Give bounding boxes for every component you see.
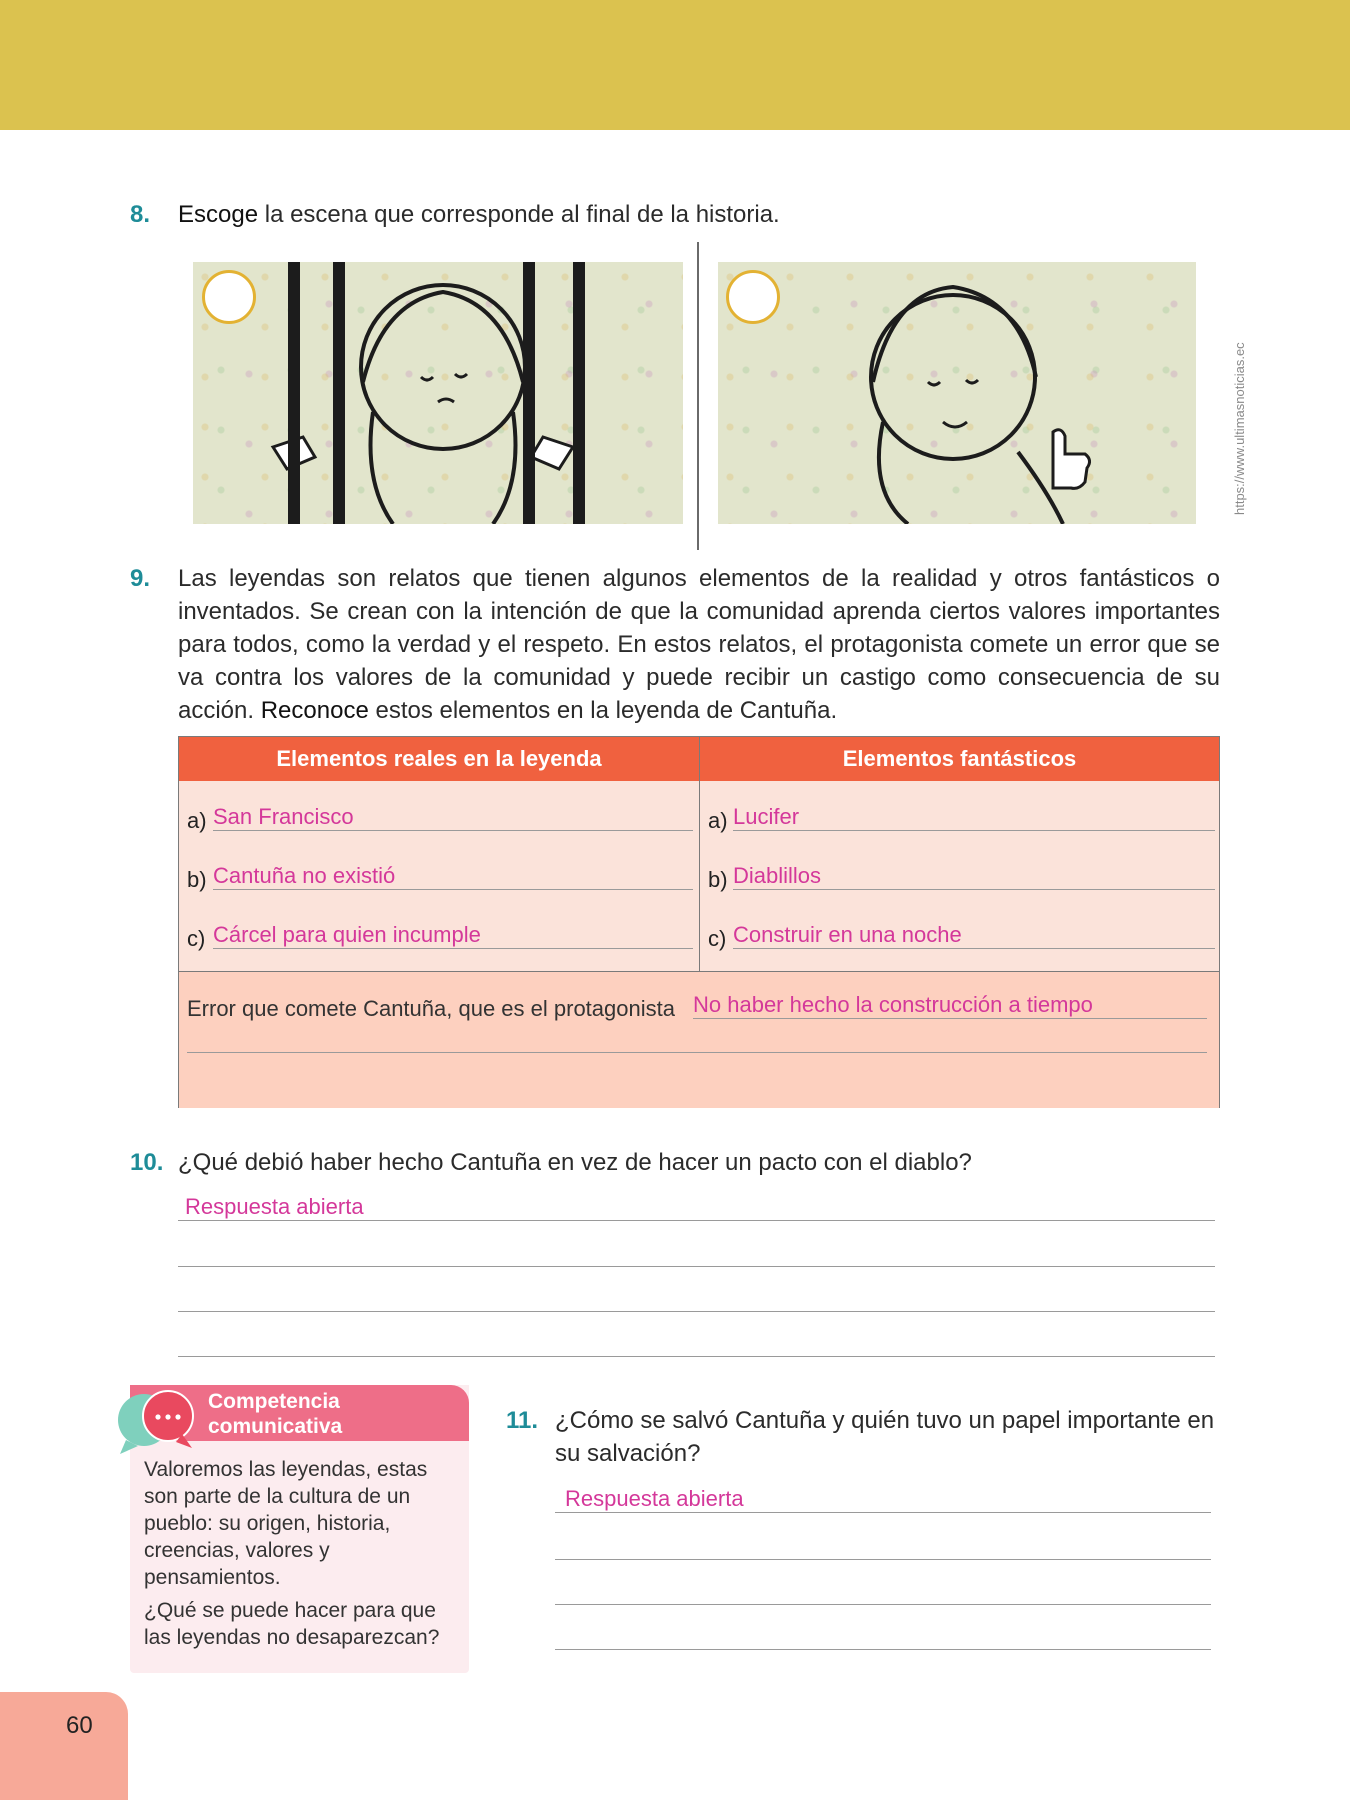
real-answer-c[interactable]: Cárcel para quien incumple xyxy=(213,922,693,949)
protagonist-error-box xyxy=(179,971,1219,1108)
q10-answer-line-2[interactable] xyxy=(178,1266,1215,1267)
fantastic-answer-c[interactable]: Construir en una noche xyxy=(733,922,1215,949)
page-tab xyxy=(0,1692,128,1800)
error-label: Error que comete Cantuña, que es el protagonista xyxy=(187,996,675,1021)
q9-verb: Reconoce xyxy=(260,697,369,724)
real-letter-b: b) xyxy=(187,867,207,892)
q10-number: 10. xyxy=(130,1149,164,1176)
real-letter-a: a) xyxy=(187,808,207,833)
legend-elements-table xyxy=(178,736,1220,1108)
q10-answer-line-4[interactable] xyxy=(178,1356,1215,1357)
header-band xyxy=(0,0,1350,130)
competencia-body xyxy=(144,1456,454,1657)
select-scene-2-radio[interactable] xyxy=(726,270,780,324)
real-answer-a[interactable]: San Francisco xyxy=(213,804,693,831)
fantastic-letter-a: a) xyxy=(708,808,728,833)
scene-thumbsup-image xyxy=(718,262,1196,524)
competencia-paragraph-2: ¿Qué se puede hacer para que las leyendas no desaparezcan? xyxy=(144,1599,440,1649)
q11-answer-line-1[interactable]: Respuesta abierta xyxy=(555,1486,1211,1513)
q9-paragraph-1: Las leyendas son relatos que tienen algunos elementos de la realidad y otros fantásticos o inventados. Se crean con la intención de que la comunidad aprenda ciertos valores importantes para todos, como la verdad y el respeto. En estos relatos, el protagonista comete un error que se va contra los valores de la comunidad y puede recibir un castigo como consecuencia de su acción. xyxy=(178,565,1220,724)
error-answer-line-2[interactable] xyxy=(187,1052,1207,1053)
q8-rest: la escena que corresponde al final de la historia. xyxy=(258,201,780,228)
select-scene-1-radio[interactable] xyxy=(202,270,256,324)
q9-prompt xyxy=(178,562,1220,727)
q10-answer-line-1[interactable]: Respuesta abierta xyxy=(178,1194,1215,1221)
real-answer-b[interactable]: Cantuña no existió xyxy=(213,863,693,890)
q11-answer-line-3[interactable] xyxy=(555,1604,1211,1605)
fantastic-answer-b[interactable]: Diablillos xyxy=(733,863,1215,890)
q11-prompt: ¿Cómo se salvó Cantuña y quién tuvo un papel importante en su salvación? xyxy=(555,1407,1215,1467)
q8-verb: Escoge xyxy=(178,201,259,228)
q11-number: 11. xyxy=(506,1407,539,1434)
competencia-title-line-2: comunicativa xyxy=(208,1415,343,1438)
q8-prompt xyxy=(178,198,780,231)
fantastic-letter-c: c) xyxy=(708,926,727,951)
jail-illustration xyxy=(193,262,683,524)
col-header-real: Elementos reales en la leyenda xyxy=(179,737,699,781)
competencia-title xyxy=(208,1389,342,1439)
page-number: 60 xyxy=(66,1712,93,1739)
scene-jail-image xyxy=(193,262,683,524)
competencia-paragraph-1: Valoremos las leyendas, estas son parte de la cultura de un pueblo: su origen, historia, creencias, valores y pensamientos. xyxy=(144,1458,428,1589)
q11-answer-line-2[interactable] xyxy=(555,1559,1211,1560)
q8-number: 8. xyxy=(130,201,151,228)
q10-answer-line-3[interactable] xyxy=(178,1311,1215,1312)
q9-number: 9. xyxy=(130,565,151,592)
real-letter-c: c) xyxy=(187,926,206,951)
column-divider xyxy=(699,737,700,971)
speech-bubbles-icon xyxy=(116,1388,206,1458)
col-header-fantastic: Elementos fantásticos xyxy=(700,737,1219,781)
fantastic-letter-b: b) xyxy=(708,867,728,892)
q9-paragraph-2: estos elementos en la leyenda de Cantuña. xyxy=(368,697,838,724)
competencia-title-line-1: Competencia xyxy=(208,1390,340,1413)
error-answer[interactable]: No haber hecho la construcción a tiempo xyxy=(693,992,1207,1019)
image-divider xyxy=(697,242,699,550)
thumbsup-illustration xyxy=(718,262,1196,524)
fantastic-answer-a[interactable]: Lucifer xyxy=(733,804,1215,831)
q11-answer-line-4[interactable] xyxy=(555,1649,1211,1650)
q10-prompt: ¿Qué debió haber hecho Cantuña en vez de hacer un pacto con el diablo? xyxy=(178,1149,972,1176)
image-credit: https://www.ultimasnoticias.ec xyxy=(1232,342,1247,515)
